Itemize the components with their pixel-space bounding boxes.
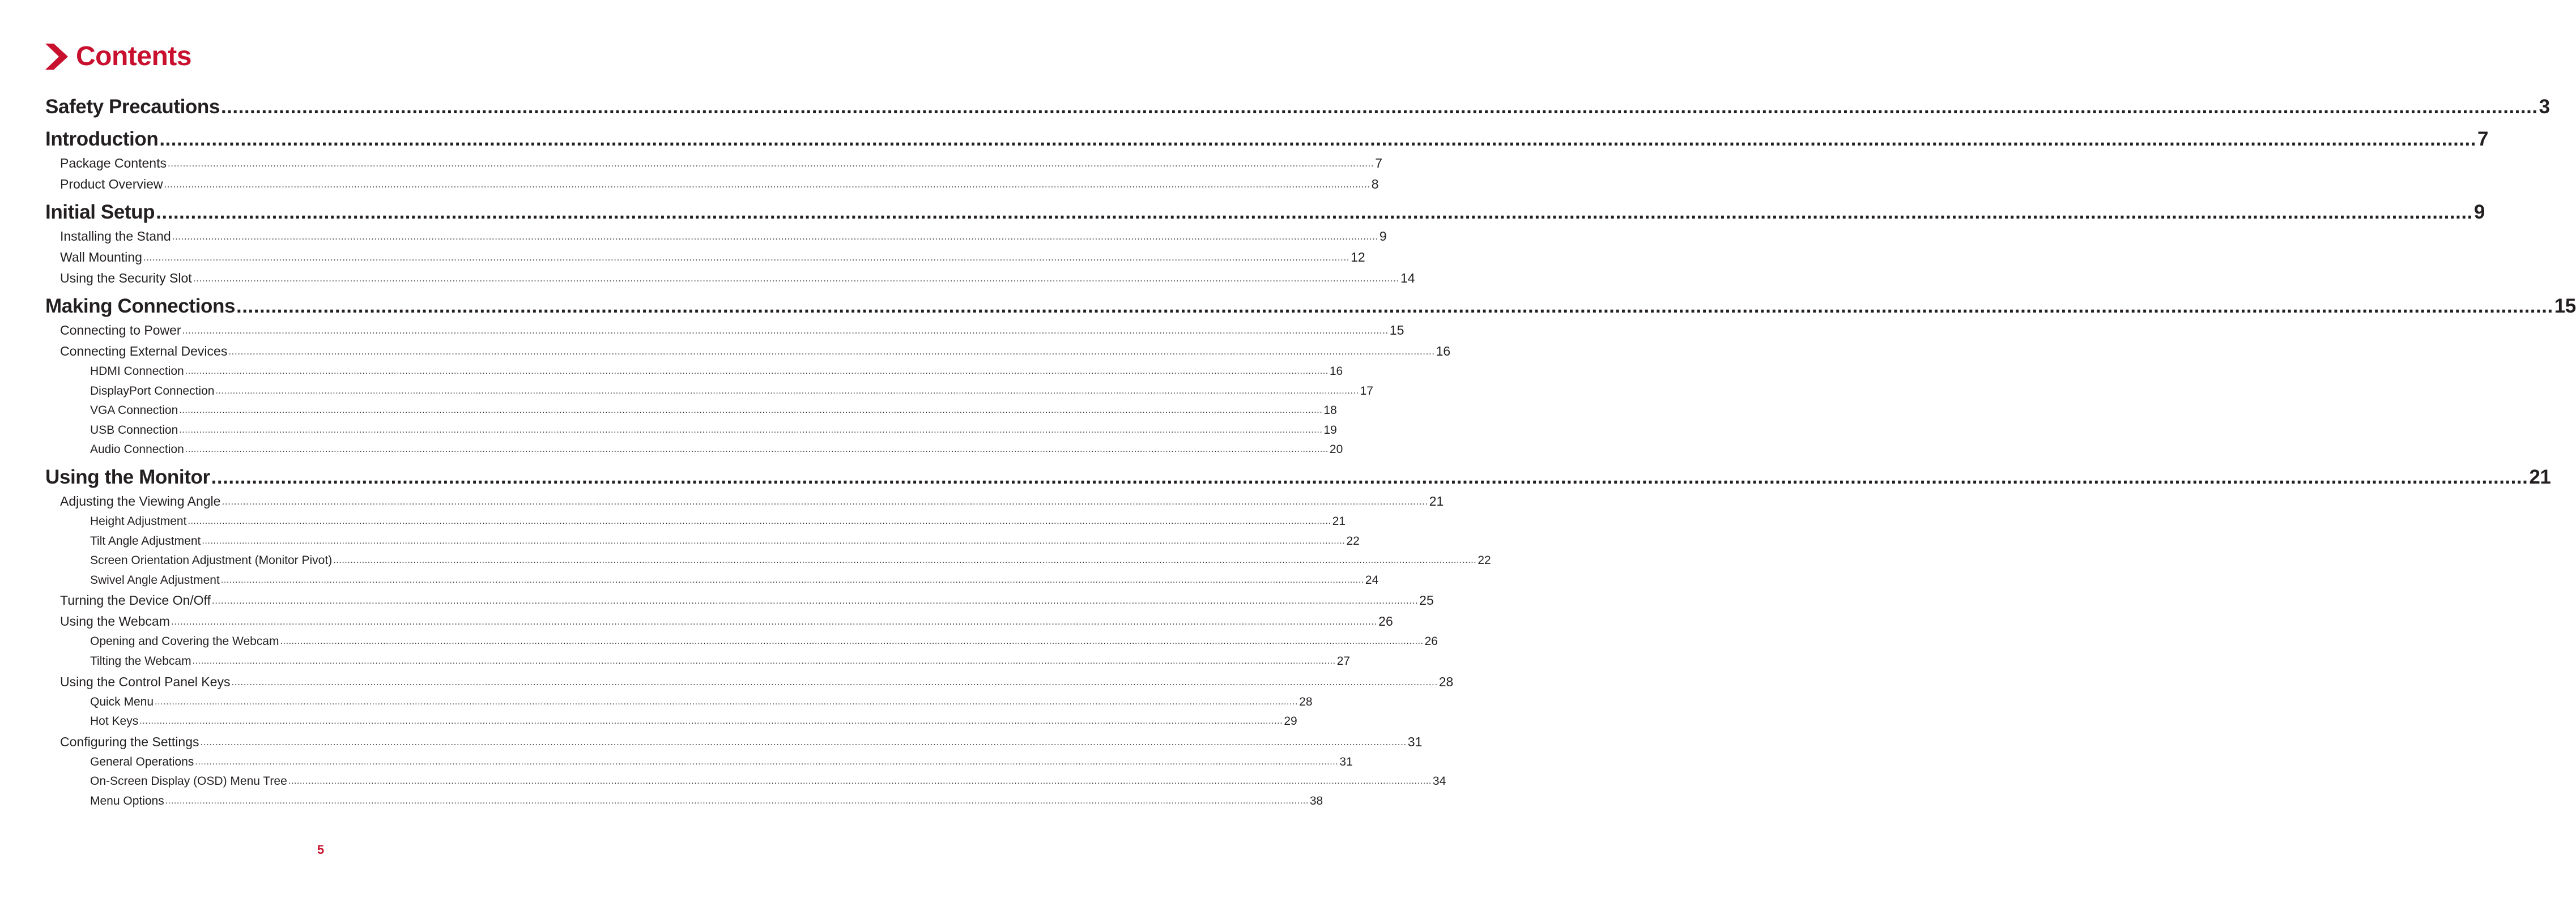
toc-entry[interactable] bbox=[45, 92, 2550, 122]
toc-entry-title: General Operations bbox=[90, 755, 194, 768]
toc-entry[interactable] bbox=[45, 268, 1415, 289]
toc-entry-title: Using the Control Panel Keys bbox=[60, 674, 231, 689]
toc-entry[interactable] bbox=[45, 197, 2485, 227]
toc-entry-page: 20 bbox=[1329, 443, 1343, 456]
toc-entry[interactable] bbox=[45, 491, 1444, 512]
toc-entry-page: 19 bbox=[1323, 423, 1337, 437]
toc-entry-page: 22 bbox=[1478, 554, 1491, 567]
toc-entry-page: 8 bbox=[1371, 177, 1379, 191]
toc-entry[interactable] bbox=[45, 672, 1454, 693]
dot-leader: ................................................................................................................................................................................................................................................................................................................................................................................................................ bbox=[185, 366, 1329, 376]
toc-entry-title: Using the Webcam bbox=[60, 614, 170, 629]
toc-entry-page: 21 bbox=[1332, 514, 1346, 528]
toc-entry-page: 15 bbox=[1389, 323, 1404, 337]
toc-entry-page: 16 bbox=[1329, 365, 1343, 378]
toc-entry-page: 28 bbox=[1299, 695, 1313, 708]
dot-leader: ................................................................................................................................................................................................................................................................................................................................................................................................................ bbox=[188, 516, 1331, 526]
toc-entry-title: VGA Connection bbox=[90, 404, 178, 417]
dot-leader: ................................................................................................................................................................................................................................................................................................................................................................................................................ bbox=[172, 231, 1378, 242]
toc-entry[interactable] bbox=[45, 512, 1346, 532]
toc-entry-page: 34 bbox=[1432, 775, 1446, 788]
toc-entry[interactable] bbox=[45, 226, 1387, 247]
dot-leader: ................................................................................................................................................................................................................................................................................................................................................................................................................ bbox=[333, 555, 1477, 566]
toc-entry-title: Connecting to Power bbox=[60, 323, 181, 337]
toc-entry-title: Introduction bbox=[45, 128, 159, 150]
toc-entry[interactable] bbox=[45, 124, 2489, 154]
dot-leader: ................................................................................................................................................................................................................................................................................................................................................................................................................ bbox=[182, 325, 1389, 336]
dot-leader: ................................................................................................................................................................................................................................................................................................................................................................................................................ bbox=[211, 595, 1419, 606]
toc-entry-title: Tilt Angle Adjustment bbox=[90, 534, 201, 548]
toc-entry[interactable] bbox=[45, 291, 2576, 321]
toc-entry-title: Swivel Angle Adjustment bbox=[90, 573, 220, 587]
toc-entry-page: 3 bbox=[2539, 96, 2550, 118]
toc-entry-page: 27 bbox=[1336, 654, 1351, 668]
toc-entry-page: 9 bbox=[1379, 229, 1387, 243]
toc-entry-page: 31 bbox=[1407, 734, 1423, 749]
toc-entry[interactable] bbox=[45, 652, 1351, 672]
toc-entry-page: 17 bbox=[1360, 384, 1373, 398]
dot-leader: ................................................................................................................................................................................................................................................................................................................................................................................................................ bbox=[228, 346, 1435, 357]
toc-entry[interactable] bbox=[45, 753, 1353, 772]
toc-entry-page: 18 bbox=[1323, 404, 1337, 417]
toc-entry[interactable] bbox=[45, 462, 2551, 492]
toc-entry-page: 26 bbox=[1378, 614, 1393, 629]
toc-entry-title: Menu Options bbox=[90, 794, 164, 807]
toc-entry[interactable] bbox=[45, 571, 1379, 591]
toc-entry-page: 25 bbox=[1419, 593, 1434, 608]
toc-entry[interactable] bbox=[45, 440, 1343, 460]
toc-entry-title: Tilting the Webcam bbox=[90, 654, 191, 668]
toc-entry[interactable] bbox=[45, 611, 1393, 632]
toc-entry-page: 21 bbox=[1429, 493, 1444, 508]
dot-leader: ................................................................................................................................................................................................................................................................................................................................................................................................................ bbox=[193, 273, 1399, 284]
dot-leader: ................................................................................................................................................................................................................................................................................................................................................................................................................ bbox=[236, 295, 2553, 317]
toc-entry-title: Height Adjustment bbox=[90, 514, 187, 528]
toc-entry-title: HDMI Connection bbox=[90, 365, 184, 378]
toc-entry-title: Opening and Covering the Webcam bbox=[90, 635, 279, 648]
dot-leader: ................................................................................................................................................................................................................................................................................................................................................................................................................ bbox=[200, 736, 1407, 747]
toc-entry-title: Package Contents bbox=[60, 156, 167, 170]
toc-entry-title: Using the Monitor bbox=[45, 465, 210, 488]
toc-entry-page: 31 bbox=[1339, 755, 1353, 768]
toc-entry[interactable] bbox=[45, 632, 1438, 652]
toc-entry-title: Making Connections bbox=[45, 295, 236, 317]
toc-entry-title: Connecting External Devices bbox=[60, 344, 228, 358]
contents-header bbox=[45, 43, 191, 70]
toc-entry-title: Turning the Device On/Off bbox=[60, 593, 211, 608]
toc-entry-page: 14 bbox=[1400, 271, 1415, 285]
toc-entry-page: 28 bbox=[1438, 674, 1454, 689]
dot-leader: ................................................................................................................................................................................................................................................................................................................................................................................................................ bbox=[164, 179, 1370, 190]
dot-leader: ................................................................................................................................................................................................................................................................................................................................................................................................................ bbox=[185, 445, 1329, 455]
toc-entry[interactable] bbox=[45, 532, 1360, 552]
table-of-contents bbox=[45, 91, 2576, 811]
toc-entry[interactable] bbox=[45, 551, 1491, 571]
toc-entry[interactable] bbox=[45, 362, 1343, 382]
toc-entry-page: 12 bbox=[1351, 250, 1365, 264]
toc-entry[interactable] bbox=[45, 693, 1313, 712]
toc-entry-title: Installing the Stand bbox=[60, 229, 171, 243]
toc-entry-title: Adjusting the Viewing Angle bbox=[60, 493, 221, 508]
dot-leader: ................................................................................................................................................................................................................................................................................................................................................................................................................ bbox=[220, 96, 2538, 118]
toc-entry-title: Initial Setup bbox=[45, 201, 155, 223]
dot-leader: ................................................................................................................................................................................................................................................................................................................................................................................................................ bbox=[220, 575, 1364, 585]
page-title: Contents bbox=[76, 41, 191, 71]
dot-leader: ................................................................................................................................................................................................................................................................................................................................................................................................................ bbox=[171, 616, 1378, 627]
dot-leader: ................................................................................................................................................................................................................................................................................................................................................................................................................ bbox=[211, 465, 2528, 488]
dot-leader: ................................................................................................................................................................................................................................................................................................................................................................................................................ bbox=[222, 495, 1428, 507]
toc-entry-page: 38 bbox=[1309, 794, 1323, 807]
toc-entry-title: Hot Keys bbox=[90, 715, 139, 728]
toc-entry-page: 22 bbox=[1346, 534, 1360, 548]
toc-entry-title: Screen Orientation Adjustment (Monitor Pivot) bbox=[90, 554, 333, 567]
toc-entry[interactable] bbox=[45, 772, 1446, 792]
dot-leader: ................................................................................................................................................................................................................................................................................................................................................................................................................ bbox=[231, 676, 1438, 687]
toc-entry-title: USB Connection bbox=[90, 423, 178, 437]
toc-entry-title: Audio Connection bbox=[90, 443, 184, 456]
toc-entry-title: Using the Security Slot bbox=[60, 271, 192, 285]
dot-leader: ................................................................................................................................................................................................................................................................................................................................................................................................................ bbox=[179, 425, 1323, 435]
dot-leader: ................................................................................................................................................................................................................................................................................................................................................................................................................ bbox=[202, 536, 1346, 546]
toc-entry-page: 7 bbox=[1375, 156, 1383, 170]
toc-entry[interactable] bbox=[45, 792, 1323, 811]
toc-entry-page: 16 bbox=[1436, 344, 1451, 358]
toc-entry[interactable] bbox=[45, 590, 1434, 611]
toc-entry-title: Wall Mounting bbox=[60, 250, 142, 264]
dot-leader: ................................................................................................................................................................................................................................................................................................................................................................................................................ bbox=[155, 696, 1298, 707]
toc-entry-page: 29 bbox=[1284, 715, 1297, 728]
toc-entry[interactable] bbox=[45, 732, 1423, 753]
dot-leader: ................................................................................................................................................................................................................................................................................................................................................................................................................ bbox=[156, 201, 2473, 223]
toc-entry[interactable] bbox=[45, 320, 1404, 341]
chevron-right-icon bbox=[45, 44, 68, 70]
toc-entry-page: 24 bbox=[1365, 573, 1379, 587]
toc-entry-page: 26 bbox=[1424, 635, 1438, 648]
toc-entry[interactable] bbox=[45, 341, 1451, 362]
toc-entry[interactable] bbox=[45, 712, 1297, 732]
dot-leader: ................................................................................................................................................................................................................................................................................................................................................................................................................ bbox=[165, 796, 1309, 806]
dot-leader: ................................................................................................................................................................................................................................................................................................................................................................................................................ bbox=[195, 757, 1339, 767]
toc-entry-title: DisplayPort Connection bbox=[90, 384, 215, 398]
dot-leader: ................................................................................................................................................................................................................................................................................................................................................................................................................ bbox=[215, 386, 1359, 396]
toc-entry-title: Quick Menu bbox=[90, 695, 154, 708]
toc-entry-title: Product Overview bbox=[60, 177, 163, 191]
dot-leader: ................................................................................................................................................................................................................................................................................................................................................................................................................ bbox=[143, 252, 1350, 263]
toc-entry-page: 9 bbox=[2473, 201, 2485, 223]
dot-leader: ................................................................................................................................................................................................................................................................................................................................................................................................................ bbox=[179, 405, 1323, 416]
toc-entry-title: Safety Precautions bbox=[45, 96, 220, 118]
dot-leader: ................................................................................................................................................................................................................................................................................................................................................................................................................ bbox=[288, 776, 1432, 787]
toc-entry[interactable] bbox=[45, 174, 1379, 195]
toc-entry[interactable] bbox=[45, 401, 1337, 421]
toc-entry-page: 21 bbox=[2529, 465, 2551, 488]
toc-entry-title: Configuring the Settings bbox=[60, 734, 199, 749]
dot-leader: ................................................................................................................................................................................................................................................................................................................................................................................................................ bbox=[139, 716, 1283, 726]
dot-leader: ................................................................................................................................................................................................................................................................................................................................................................................................................ bbox=[280, 636, 1424, 647]
toc-entry[interactable] bbox=[45, 247, 1365, 268]
toc-entry-page: 7 bbox=[2477, 128, 2489, 150]
dot-leader: ................................................................................................................................................................................................................................................................................................................................................................................................................ bbox=[192, 656, 1336, 666]
toc-entry-title: On-Screen Display (OSD) Menu Tree bbox=[90, 775, 287, 788]
toc-entry[interactable] bbox=[45, 421, 1337, 441]
toc-entry-page: 15 bbox=[2554, 295, 2576, 317]
toc-entry[interactable] bbox=[45, 153, 1383, 174]
page-number: 5 bbox=[317, 843, 325, 857]
toc-entry[interactable] bbox=[45, 382, 1373, 401]
dot-leader: ................................................................................................................................................................................................................................................................................................................................................................................................................ bbox=[159, 128, 2476, 150]
dot-leader: ................................................................................................................................................................................................................................................................................................................................................................................................................ bbox=[167, 158, 1374, 169]
